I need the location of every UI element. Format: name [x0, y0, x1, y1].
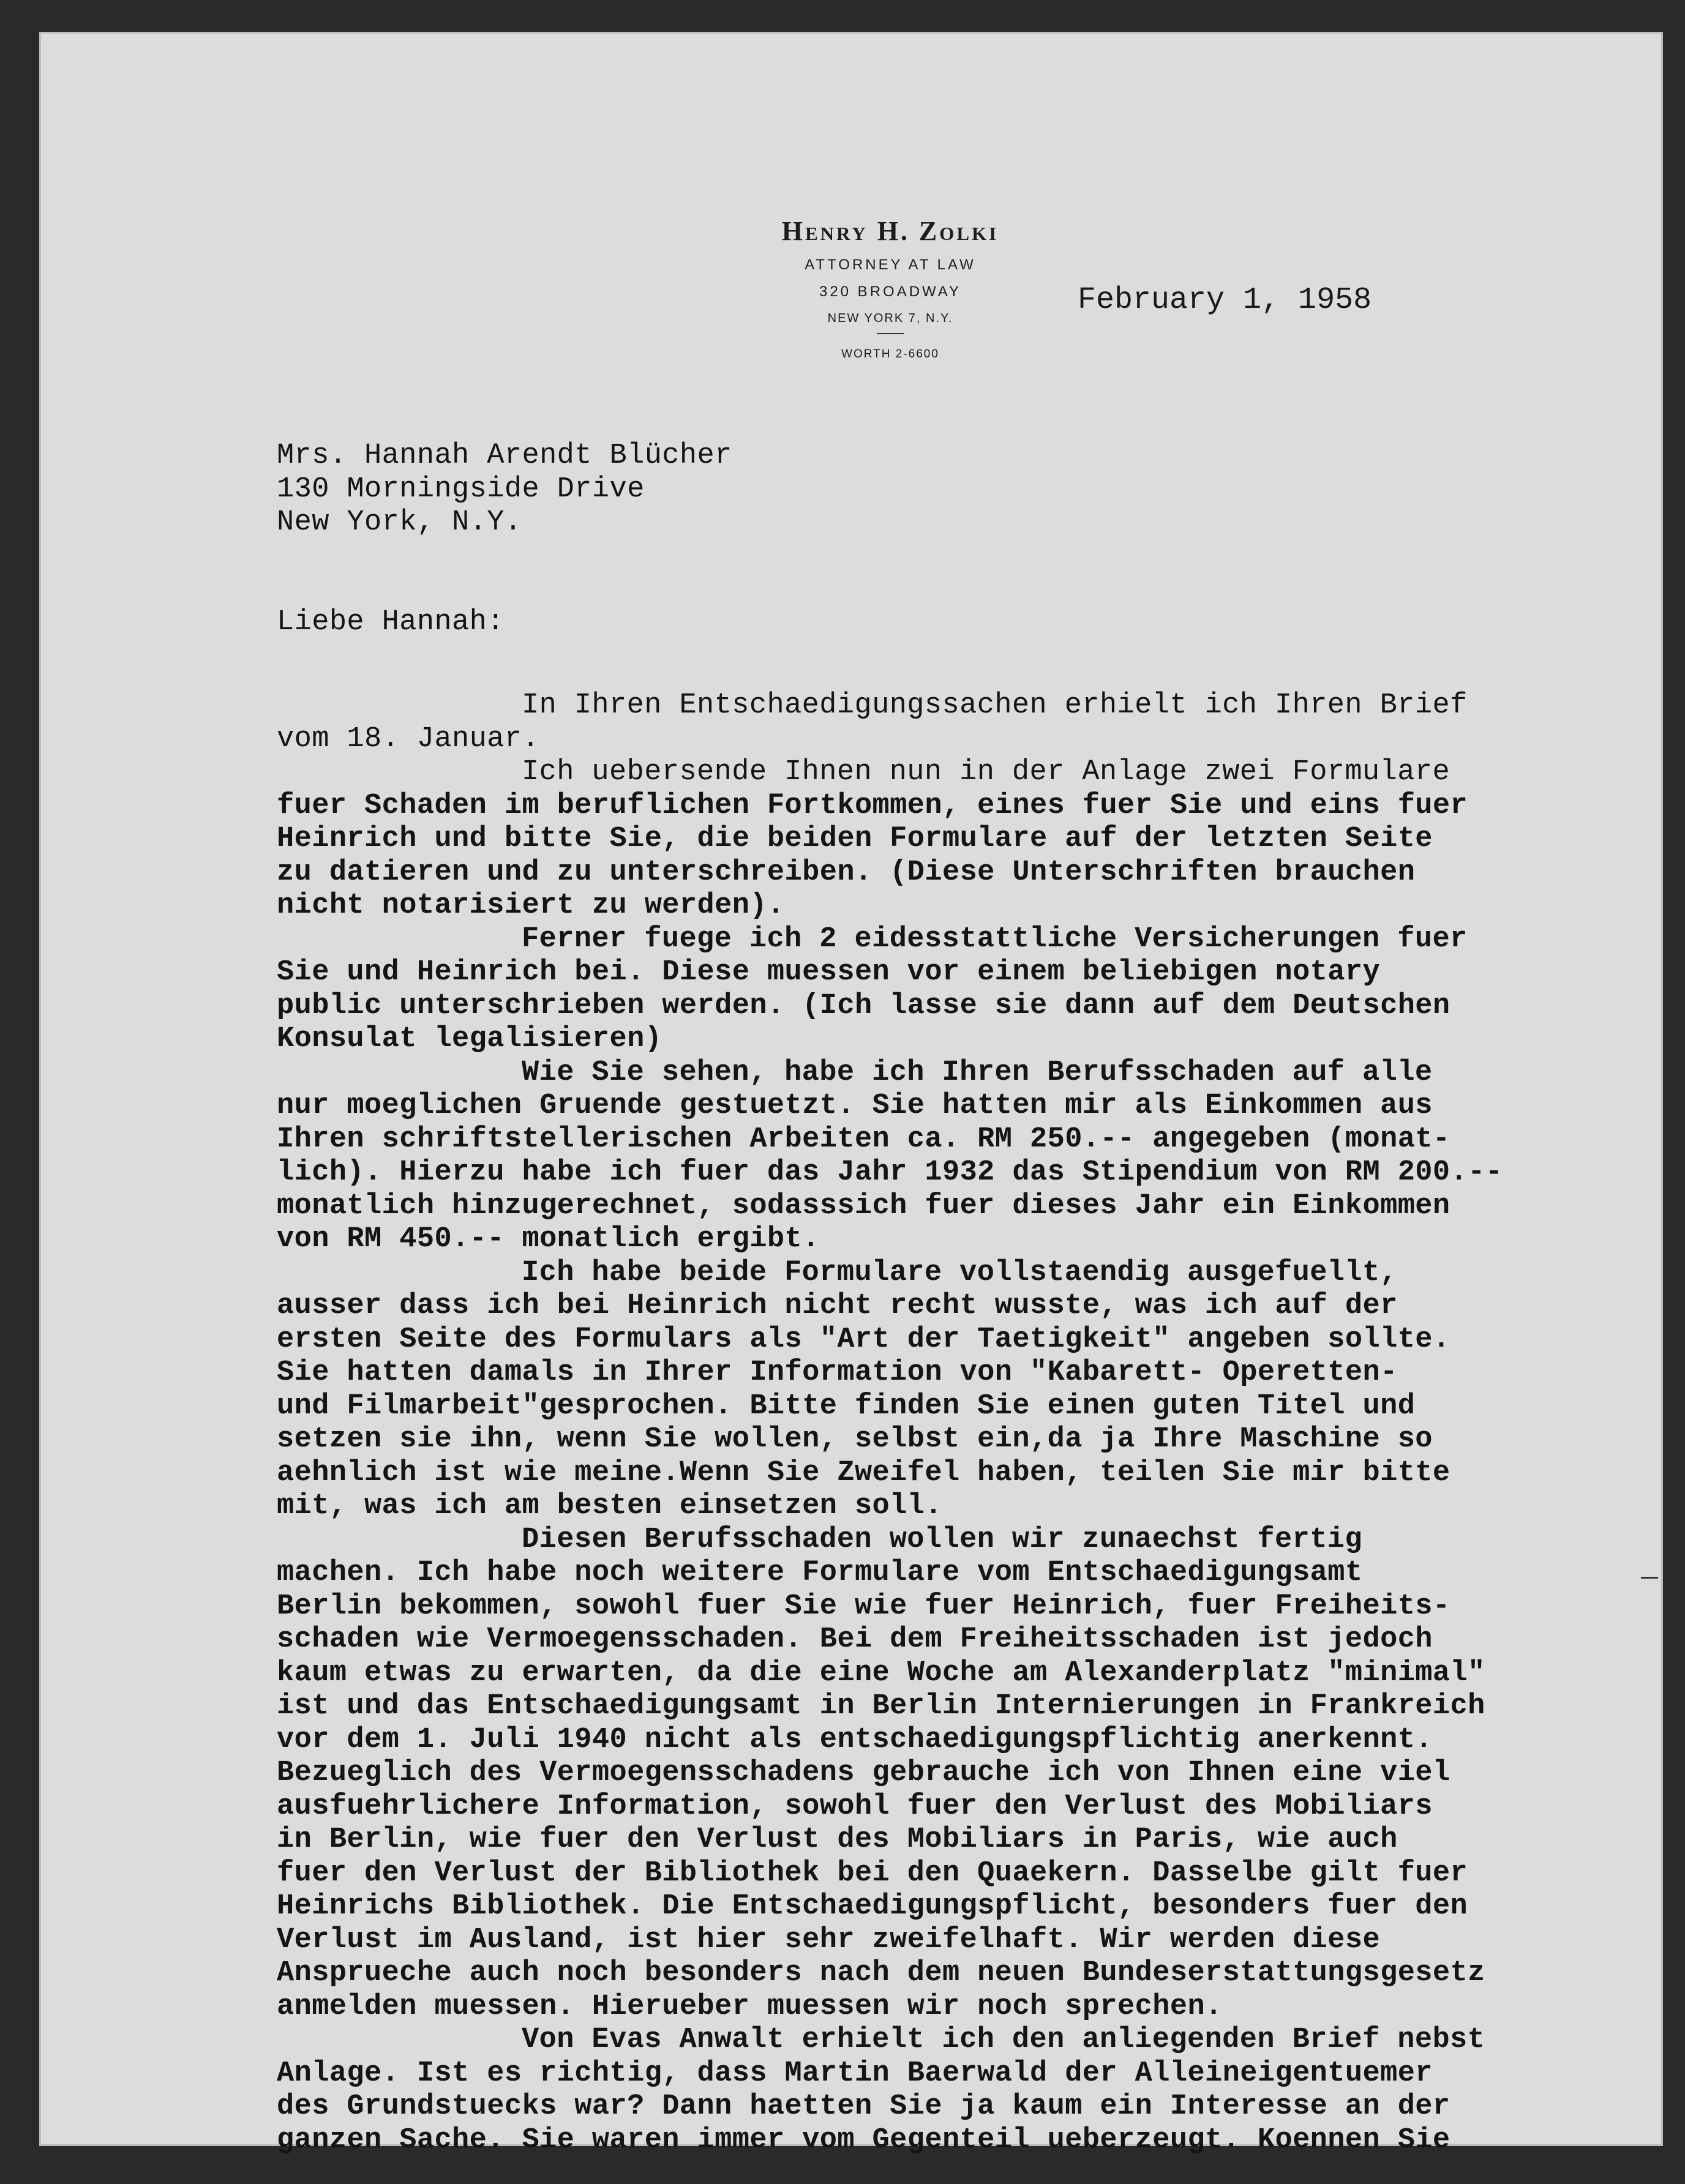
body-line: des Grundstuecks war? Dann haetten Sie ja kaum ein Interesse an der — [277, 2090, 1450, 2123]
body-line: nur moeglichen Gruende gestuetzt. Sie hatten mir als Einkommen aus — [277, 1090, 1433, 1122]
body-line: in Berlin, wie fuer den Verlust des Mobiliars in Paris, wie auch — [277, 1823, 1398, 1856]
body-line: lich). Hierzu habe ich fuer das Jahr 1932 das Stipendium von RM 200.-- — [277, 1156, 1503, 1189]
spacer — [277, 639, 1661, 689]
margin-mark — [1641, 1577, 1658, 1579]
letterhead-phone: WORTH 2-6600 — [841, 348, 939, 361]
body-line: mit, was ich am besten einsetzen soll. — [277, 1490, 942, 1522]
letterhead-name: Henry H. Zolki — [781, 216, 999, 246]
body-line: Ich uebersende Ihnen nun in der Anlage zwei Formulare — [522, 756, 1450, 788]
body-line: Diesen Berufsschaden wollen wir zunaechst fertig — [522, 1523, 1363, 1556]
body-line: Ihren schriftstellerischen Arbeiten ca. RM 250.-- angegeben (monat- — [277, 1123, 1450, 1156]
body-line: Heinrich und bitte Sie, die beiden Formulare auf der letzten Seite — [277, 823, 1433, 855]
letter-body — [277, 439, 1661, 2157]
body-line: vor dem 1. Juli 1940 nicht als entschaedigungspflichtig anerkennt. — [277, 1723, 1433, 1756]
body-line: ist und das Entschaedigungsamt in Berlin Internierungen in Frankreich — [277, 1690, 1485, 1722]
body-line: monatlich hinzugerechnet, sodasssich fuer dieses Jahr ein Einkommen — [277, 1189, 1450, 1222]
body-line: aehnlich ist wie meine.Wenn Sie Zweifel haben, teilen Sie mir bitte — [277, 1456, 1450, 1489]
letterhead-divider — [877, 333, 904, 334]
letterhead-city: NEW YORK 7, N.Y. — [827, 312, 953, 325]
spacer — [277, 540, 1661, 606]
letter-date: February 1, 1958 — [1078, 283, 1372, 318]
body-line: anmelden muessen. Hierueber muessen wir noch sprechen. — [277, 1990, 1223, 2023]
recipient-city: New York, N.Y. — [277, 506, 522, 539]
body-line: Ferner fuege ich 2 eidesstattliche Versicherungen fuer — [522, 922, 1468, 956]
body-line: Sie und Heinrich bei. Diese muessen vor einem beliebigen notary — [277, 956, 1381, 989]
body-line: Verlust im Ausland, ist hier sehr zweifelhaft. Wir werden diese — [277, 1923, 1381, 1956]
body-line: public unterschrieben werden. (Ich lasse sie dann auf dem Deutschen — [277, 989, 1450, 1022]
body-line: ganzen Sache. Sie waren immer vom Gegenteil ueberzeugt. Koennen Sie — [277, 2123, 1450, 2156]
body-line: vom 18. Januar. — [277, 722, 540, 755]
letterhead-street: 320 BROADWAY — [819, 283, 962, 300]
body-line: Sie hatten damals in Ihrer Information von "Kabarett- Operetten- — [277, 1356, 1398, 1389]
body-line: Anlage. Ist es richtig, dass Martin Baerwald der Alleineigentuemer — [277, 2057, 1433, 2090]
body-line: setzen sie ihn, wenn Sie wollen, selbst ein,da ja Ihre Maschine so — [277, 1423, 1433, 1456]
body-line: Konsulat legalisieren) — [277, 1023, 662, 1055]
letterhead-title: ATTORNEY AT LAW — [805, 256, 976, 273]
body-line: fuer Schaden im beruflichen Fortkommen, eines fuer Sie und eins fuer — [277, 789, 1468, 822]
body-line: schaden wie Vermoegensschaden. Bei dem Freiheitsschaden ist jedoch — [277, 1623, 1433, 1656]
body-line: Ich habe beide Formulare vollstaendig ausgefuellt, — [522, 1256, 1398, 1289]
body-line: Von Evas Anwalt erhielt ich den anliegenden Brief nebst — [522, 2024, 1485, 2056]
body-line: Ansprueche auch noch besonders nach dem neuen Bundeserstattungsgesetz — [277, 1957, 1485, 1989]
body-line: Bezueglich des Vermoegensschadens gebrauche ich von Ihnen eine viel — [277, 1757, 1450, 1789]
body-line: kaum etwas zu erwarten, da die eine Woche am Alexanderplatz "minimal" — [277, 1656, 1485, 1689]
body-line: von RM 450.-- monatlich ergibt. — [277, 1223, 820, 1255]
body-line: Berlin bekommen, sowohl fuer Sie wie fuer Heinrich, fuer Freiheits- — [277, 1590, 1450, 1623]
body-line: In Ihren Entschaedigungssachen erhielt ich Ihren Brief — [522, 689, 1468, 722]
recipient-name: Mrs. Hannah Arendt Blücher — [277, 439, 732, 472]
body-line: nicht notarisiert zu werden). — [277, 889, 785, 922]
body-line: ausfuehrlichere Information, sowohl fuer den Verlust des Mobiliars — [277, 1790, 1433, 1823]
letterhead — [676, 215, 1105, 361]
body-line: ausser dass ich bei Heinrich nicht recht wusste, was ich auf der — [277, 1290, 1398, 1322]
body-line: ersten Seite des Formulars als "Art der Taetigkeit" angeben sollte. — [277, 1323, 1450, 1356]
body-line: zu datieren und zu unterschreiben. (Diese Unterschriften brauchen — [277, 856, 1416, 889]
body-line: und Filmarbeit"gesprochen. Bitte finden Sie einen guten Titel und — [277, 1389, 1416, 1423]
body-line: machen. Ich habe noch weitere Formulare vom Entschaedigungsamt — [277, 1557, 1363, 1589]
recipient-street: 130 Morningside Drive — [277, 473, 645, 506]
salutation: Liebe Hannah: — [277, 605, 505, 638]
body-line: Wie Sie sehen, habe ich Ihren Berufsschaden auf alle — [522, 1056, 1433, 1089]
body-line: Heinrichs Bibliothek. Die Entschaedigungspflicht, besonders fuer den — [277, 1890, 1468, 1923]
body-line: fuer den Verlust der Bibliothek bei den Quaekern. Dasselbe gilt fuer — [277, 1857, 1468, 1890]
